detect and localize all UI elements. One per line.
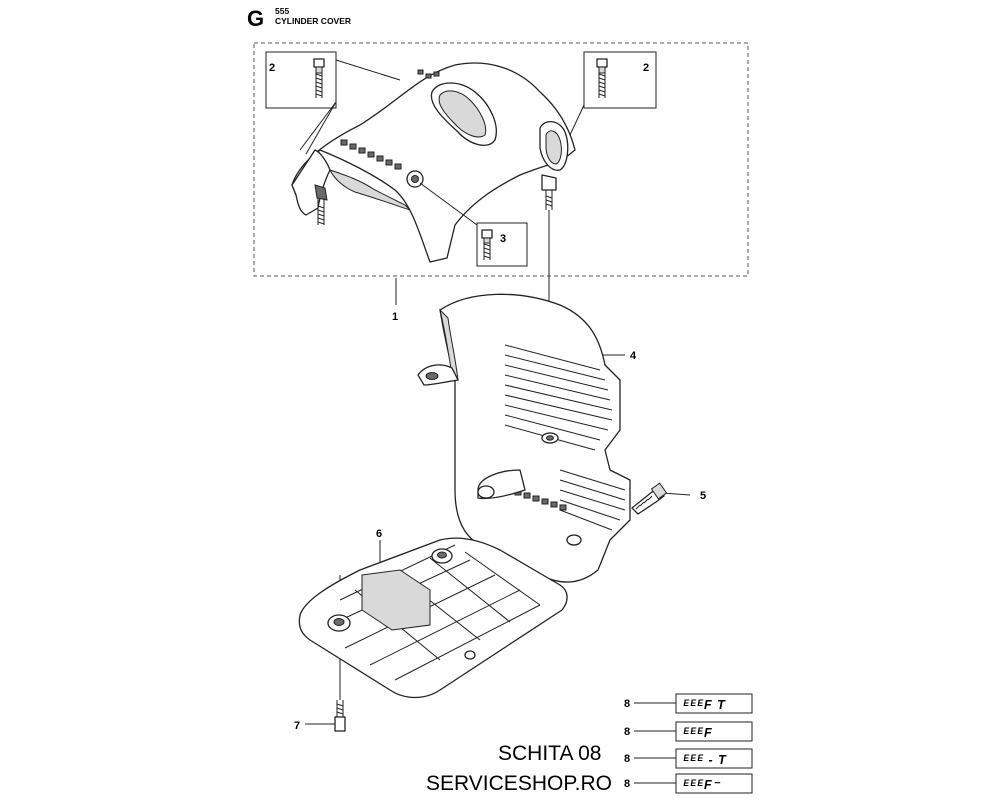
- section-letter: G: [247, 6, 265, 31]
- screw-icon: [305, 700, 345, 731]
- decal-number: 8: [624, 753, 631, 765]
- bolt-icon: [632, 483, 667, 514]
- decal-label: ᴱᴱᴱ - T: [683, 753, 727, 767]
- diagram-title: CYLINDER COVER: [275, 16, 352, 26]
- decal-list: [624, 694, 752, 793]
- cover-stud-right: [546, 190, 552, 210]
- decal-label: ᴱᴱᴱF: [683, 726, 713, 740]
- callout-box-2-left: [266, 52, 336, 108]
- callout-4: 4: [630, 350, 637, 362]
- top-cover-part: [292, 63, 575, 262]
- decal-row: [624, 749, 752, 768]
- decal-row: [624, 774, 752, 793]
- decal-row: [624, 694, 752, 713]
- leader-2-left-a: [336, 60, 400, 80]
- decal-number: 8: [624, 698, 631, 710]
- callout-box-2-right: [584, 52, 656, 108]
- callout-1: 1: [392, 311, 399, 323]
- model-number: 555: [275, 6, 290, 16]
- callout-3: 3: [500, 233, 507, 245]
- screw-icon: [314, 59, 324, 98]
- decal-label: ᴱᴱᴱF⁻: [683, 778, 721, 792]
- decal-row: [624, 722, 752, 741]
- leader-2-right: [570, 105, 584, 135]
- screw-icon: [597, 59, 607, 98]
- decal-number: 8: [624, 726, 631, 738]
- callout-2-right: 2: [643, 62, 650, 74]
- footer-line-2: SERVICESHOP.RO: [426, 772, 612, 795]
- footer-line-1: SCHITA 08: [498, 742, 602, 765]
- callout-6: 6: [376, 528, 383, 540]
- callout-2-left: 2: [269, 62, 276, 74]
- callout-7: 7: [294, 720, 301, 732]
- decal-number: 8: [624, 778, 631, 790]
- screw-icon: [482, 230, 492, 260]
- callout-5: 5: [700, 490, 707, 502]
- grommet-icon: [407, 171, 423, 187]
- decal-label: ᴱᴱᴱF T: [683, 698, 726, 712]
